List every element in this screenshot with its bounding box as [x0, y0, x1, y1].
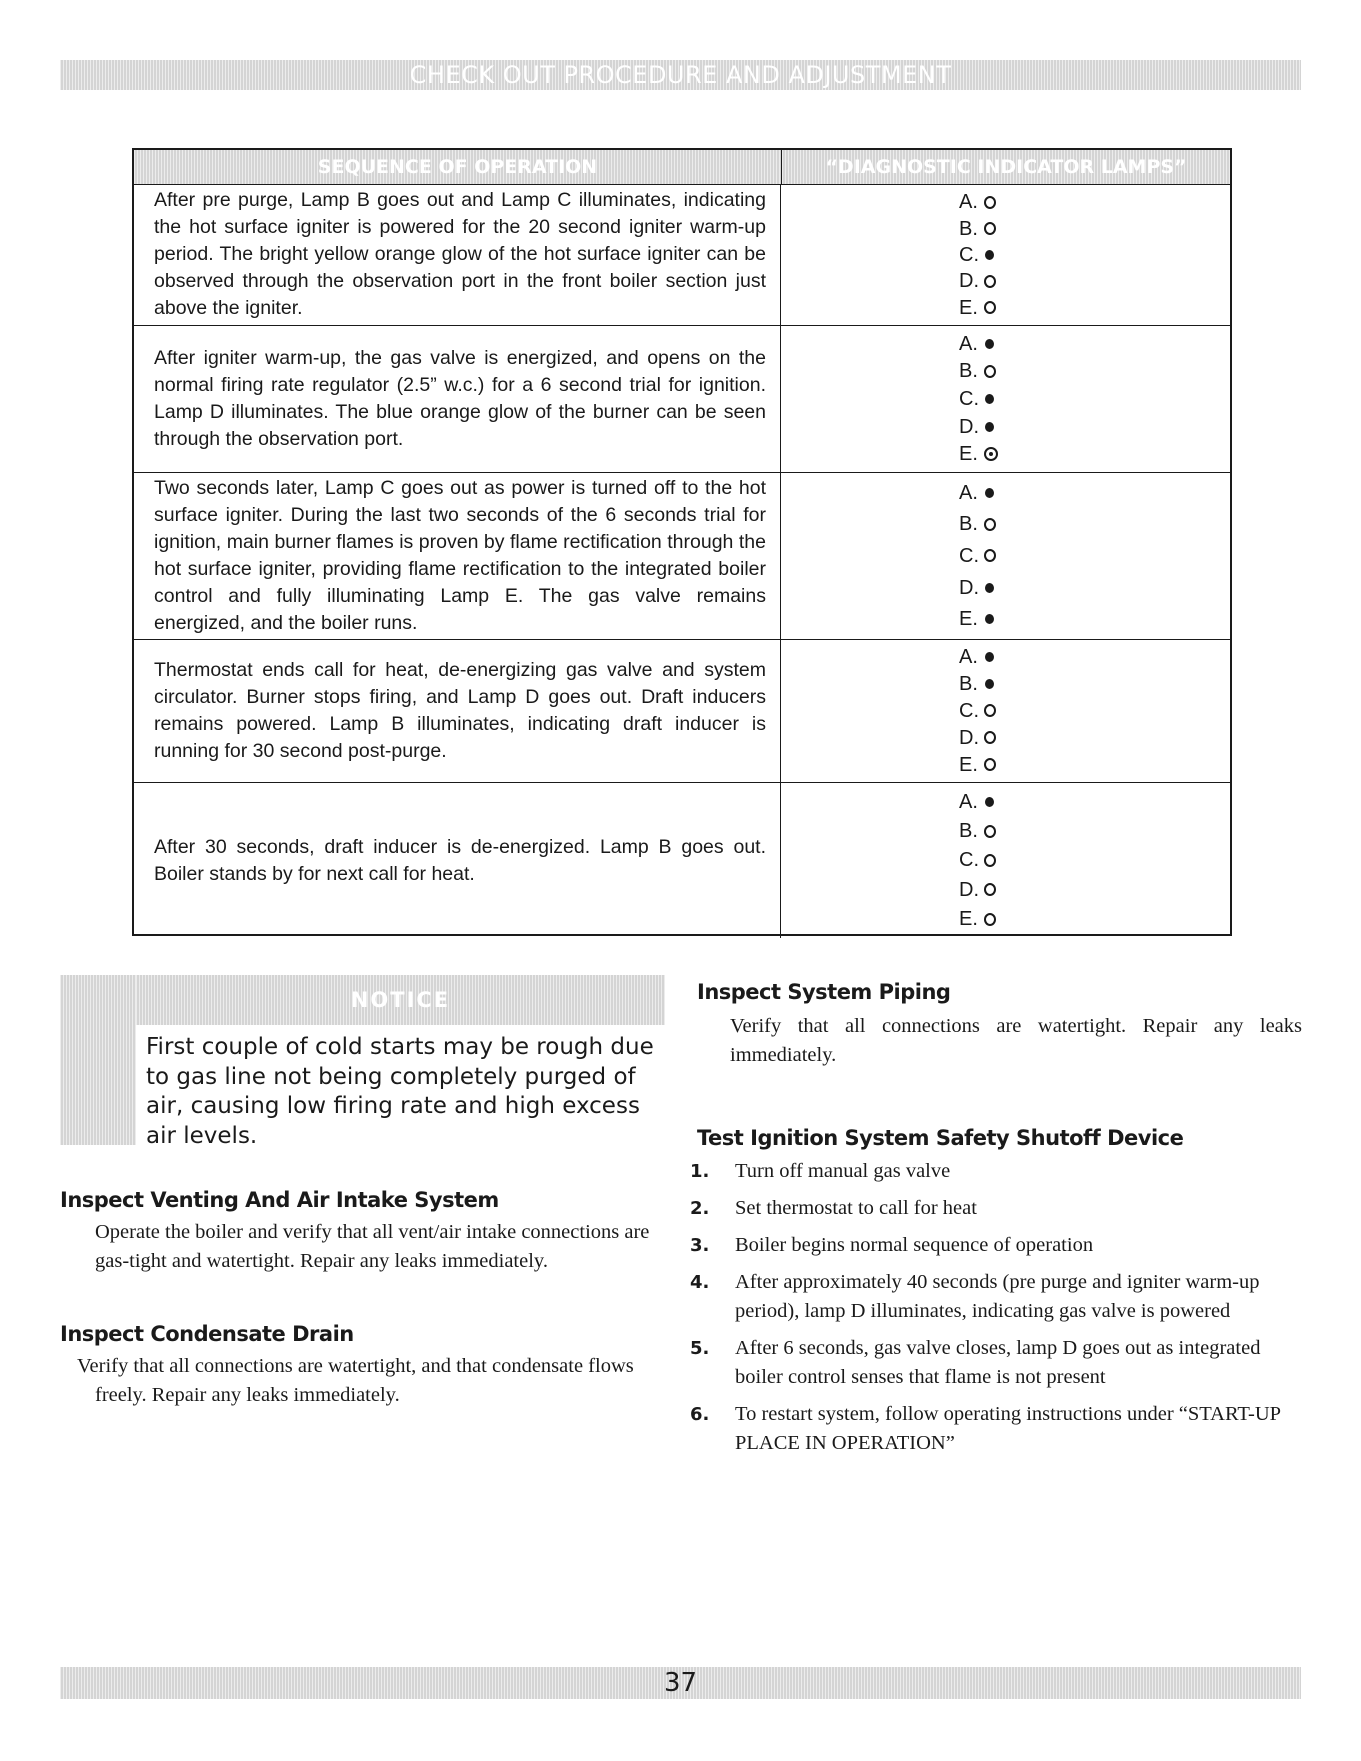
piping-text: Verify that all connections are watertight. Repair any leaks immediately. [730, 1015, 1302, 1066]
lamp-label: A. [959, 481, 978, 504]
lamp-indicator [959, 189, 996, 215]
lamp-off-icon [984, 196, 996, 209]
table-body [134, 185, 1230, 938]
lamp-indicator [959, 358, 996, 384]
lamp-on-icon [985, 614, 994, 624]
lamp-label: A. [959, 191, 978, 214]
lamp-on-icon [985, 583, 994, 593]
page-number: 37 [663, 1668, 698, 1698]
condensate-text: Verify that all connections are watertight, and that condensate flows freely. Repair any leaks immediately. [77, 1355, 634, 1406]
lamp-label: D. [959, 270, 979, 293]
lamp-indicator [959, 606, 994, 632]
step-text: To restart system, follow operating instructions under “START-UP PLACE IN OPERATION” [735, 1403, 1281, 1454]
lamp-on-icon [985, 797, 994, 807]
lamp-label: B. [959, 673, 978, 696]
sequence-step-text: After pre purge, Lamp B goes out and Lamp C illuminates, indicating the hot surface igniter is powered for the 20 second igniter warm-up period. The bright yellow orange glow of the hot surface igniter can be observed through the observation port in the front boiler section just above the igniter. [134, 185, 781, 325]
lamp-on-icon [985, 679, 994, 689]
lamp-off-icon [984, 704, 996, 717]
piping-heading: Inspect System Piping [697, 980, 951, 1004]
lamp-indicator [959, 725, 996, 751]
venting-text: Operate the boiler and verify that all vent/air intake connections are gas-tight and watertight. Repair any leaks immediately. [95, 1221, 650, 1272]
list-item [690, 1231, 1300, 1260]
lamp-label: E. [959, 296, 978, 319]
lamp-indicator [959, 242, 994, 268]
lamp-label: E. [959, 443, 978, 466]
lamp-states [781, 640, 1230, 782]
sequence-column-header: SEQUENCE OF OPERATION [134, 150, 782, 184]
lamp-label: B. [959, 217, 978, 240]
lamp-indicator [959, 752, 996, 778]
lamp-label: A. [959, 790, 978, 813]
sequence-step-text: After igniter warm-up, the gas valve is energized, and opens on the normal firing rate regulator (2.5” w.c.) for a 6 second trial for ignition. Lamp D illuminates. The blue orange glow of the burner can be seen through the observation port. [134, 326, 781, 472]
notice-box [60, 975, 665, 1149]
table-row [134, 185, 1230, 326]
lamp-indicator [959, 331, 994, 357]
lamp-off-icon [984, 731, 996, 744]
lamp-label: B. [959, 513, 978, 536]
step-number: 2. [690, 1198, 710, 1219]
lamp-states [781, 783, 1230, 938]
page-banner-title: CHECK OUT PROCEDURE AND ADJUSTMENT [409, 61, 952, 89]
lamp-off-icon [984, 301, 996, 314]
lamp-off-icon [984, 758, 996, 771]
lamp-off-icon [984, 913, 996, 926]
step-text: After approximately 40 seconds (pre purge and igniter warm-up period), lamp D illuminates, indicating gas valve is powered [735, 1271, 1260, 1322]
step-text: Set thermostat to call for heat [735, 1197, 977, 1219]
lamp-label: D. [959, 415, 979, 438]
lamp-label: D. [959, 726, 979, 749]
page-banner [60, 60, 1301, 90]
lamp-indicator [959, 906, 996, 932]
lamp-off-icon [984, 825, 996, 838]
lamp-label: C. [959, 243, 979, 266]
lamp-on-icon [985, 488, 994, 498]
lamp-indicator [959, 386, 994, 412]
venting-heading: Inspect Venting And Air Intake System [60, 1188, 499, 1212]
lamp-off-icon [984, 518, 996, 531]
lamp-indicator [959, 543, 996, 569]
lamp-off-icon [984, 275, 996, 288]
lamp-indicator [959, 789, 994, 815]
lamp-label: E. [959, 908, 978, 931]
lamp-indicator [959, 644, 994, 670]
lamp-label: A. [959, 646, 978, 669]
notice-side-strip [60, 975, 136, 1145]
step-text: After 6 seconds, gas valve closes, lamp D goes out as integrated boiler control senses that flame is not present [735, 1337, 1261, 1388]
lamp-indicator [959, 575, 994, 601]
list-item [690, 1157, 1300, 1186]
notice-header [136, 975, 665, 1025]
sequence-step-text: Two seconds later, Lamp C goes out as power is turned off to the hot surface igniter. During the last two seconds of the 6 seconds trial for ignition, main burner flames is proven by flame rectification through the hot surface igniter, providing flame rectification to the integrated boiler control and fully illuminating Lamp E. The gas valve remains energized, and the boiler runs. [134, 473, 781, 639]
step-number: 3. [690, 1235, 710, 1256]
lamp-indicator [959, 480, 994, 506]
ignition-heading: Test Ignition System Safety Shutoff Device [697, 1126, 1184, 1150]
list-item [690, 1400, 1300, 1458]
lamp-indicator [959, 847, 996, 873]
lamp-label: C. [959, 387, 979, 410]
lamp-flash-icon [984, 447, 998, 461]
lamp-label: C. [959, 699, 979, 722]
lamp-states [781, 185, 1230, 325]
lamp-off-icon [984, 549, 996, 562]
sequence-table [132, 148, 1232, 936]
lamp-indicator [959, 877, 996, 903]
step-number: 4. [690, 1272, 710, 1293]
lamp-label: E. [959, 608, 978, 631]
sequence-step-text: After 30 seconds, draft inducer is de-energized. Lamp B goes out. Boiler stands by for next call for heat. [134, 783, 781, 938]
notice-text: First couple of cold starts may be rough due to gas line not being completely purged of air, causing low firing rate and high excess air levels. [146, 1034, 654, 1149]
lamp-off-icon [984, 222, 996, 235]
lamp-label: C. [959, 849, 979, 872]
list-item [690, 1268, 1300, 1326]
lamp-label: B. [959, 360, 978, 383]
table-header [134, 150, 1230, 185]
step-text: Boiler begins normal sequence of operation [735, 1234, 1094, 1256]
lamp-states [781, 326, 1230, 472]
lamp-off-icon [984, 854, 996, 867]
lamps-column-header: “DIAGNOSTIC INDICATOR LAMPS” [782, 150, 1230, 184]
table-row [134, 326, 1230, 473]
lamp-indicator [959, 295, 996, 321]
lamp-label: D. [959, 878, 979, 901]
step-number: 6. [690, 1404, 710, 1425]
lamp-indicator [959, 698, 996, 724]
lamp-label: E. [959, 753, 978, 776]
list-item [690, 1334, 1300, 1392]
lamp-indicator [959, 671, 994, 697]
notice-title: NOTICE [350, 988, 451, 1012]
condensate-heading: Inspect Condensate Drain [60, 1322, 354, 1346]
lamp-indicator [959, 818, 996, 844]
lamp-on-icon [985, 652, 994, 662]
step-number: 1. [690, 1161, 710, 1182]
ignition-steps-list [690, 1157, 1300, 1466]
lamp-states [781, 473, 1230, 639]
table-row [134, 640, 1230, 783]
lamp-on-icon [985, 339, 994, 349]
step-text: Turn off manual gas valve [735, 1160, 951, 1182]
lamp-indicator [959, 511, 996, 537]
sequence-step-text: Thermostat ends call for heat, de-energizing gas valve and system circulator. Burner stops firing, and Lamp D goes out. Draft inducers remains powered. Lamp B illuminates, indicating draft inducer is running for 30 second post-purge. [134, 640, 781, 782]
lamp-indicator [959, 414, 994, 440]
lamp-indicator [959, 216, 996, 242]
lamp-on-icon [985, 422, 994, 432]
lamp-off-icon [984, 883, 996, 896]
lamp-indicator [959, 441, 998, 467]
lamp-label: C. [959, 544, 979, 567]
list-item [690, 1194, 1300, 1223]
table-row [134, 783, 1230, 938]
lamp-label: D. [959, 576, 979, 599]
lamp-label: B. [959, 820, 978, 843]
lamp-indicator [959, 268, 996, 294]
lamp-on-icon [985, 250, 994, 260]
lamp-on-icon [985, 394, 994, 404]
lamp-label: A. [959, 332, 978, 355]
table-row [134, 473, 1230, 640]
page-footer [60, 1667, 1301, 1699]
step-number: 5. [690, 1338, 710, 1359]
lamp-off-icon [984, 365, 996, 378]
